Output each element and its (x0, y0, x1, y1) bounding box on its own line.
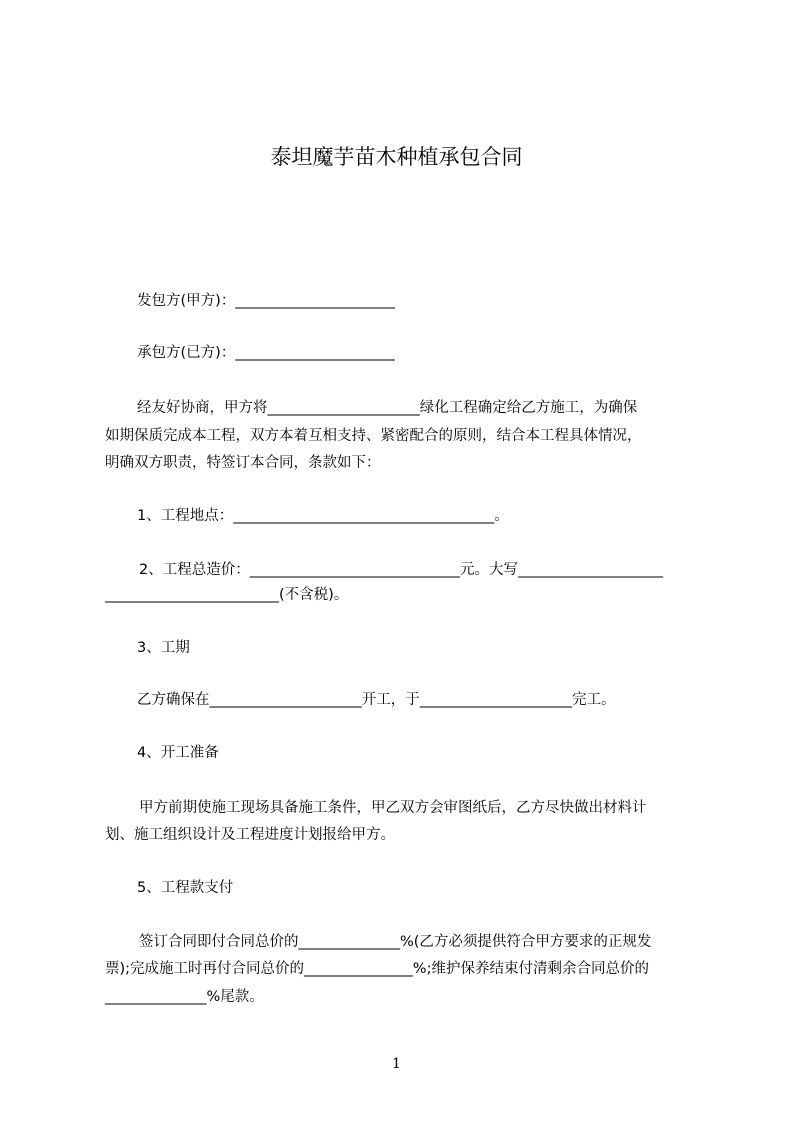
contract-title: 泰坦魔芋苗木种植承包合同 (270, 145, 523, 169)
clause-5-line-3: ______________%尾款。 (105, 989, 264, 1005)
clause-4-line-1: 甲方前期使施工现场具备施工条件，甲乙双方会审图纸后，乙方尽快做出材料计 (139, 800, 647, 816)
intro-line-2: 如期保质完成本工程，双方本着互相支持、紧密配合的原则，结合本工程具体情况， (105, 428, 642, 444)
clause-4-heading: 4、开工准备 (137, 745, 219, 761)
clause-4-line-2: 划、施工组织设计及工程进度计划报给甲方。 (105, 827, 395, 843)
intro-line-1: 经友好协商，甲方将_____________________绿化工程确定给乙方施工，为确保 (137, 400, 638, 416)
clause-5-line-1: 签订合同即付合同总价的______________%(乙方必须提供符合甲方要求的正规发 (139, 934, 652, 950)
clause-1-location: 1、工程地点：____________________________________。 (137, 508, 509, 524)
clause-5-heading: 5、工程款支付 (137, 880, 234, 896)
party-b-line: 承包方(已方)：______________________ (137, 345, 395, 361)
page-number: 1 (392, 1056, 401, 1072)
clause-3-body: 乙方确保在_____________________开工，于_____________________完工。 (137, 692, 616, 708)
clause-3-heading: 3、工期 (137, 640, 190, 656)
clause-2-line-2: ________________________(不含税)。 (105, 587, 349, 603)
clause-2-line-1: 2、工程总造价：_____________________________元。大写____________________ (139, 562, 663, 578)
party-a-line: 发包方(甲方)：______________________ (137, 293, 395, 309)
clause-5-line-2: 票);完成施工时再付合同总价的_______________%;维护保养结束付清剩余合同总价的 (105, 961, 649, 977)
intro-line-3: 明确双方职责，特签订本合同，条款如下： (105, 455, 381, 471)
